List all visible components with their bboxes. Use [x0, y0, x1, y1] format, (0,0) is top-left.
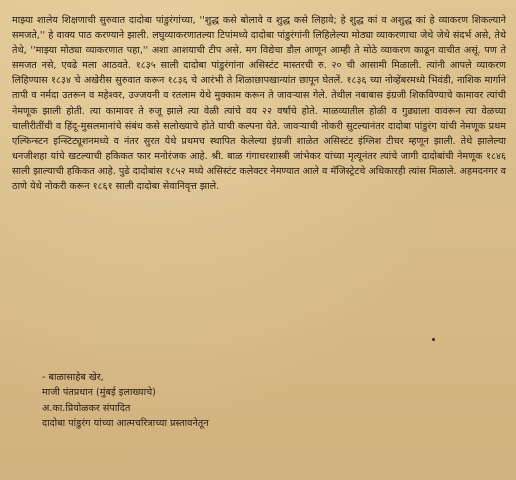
signature-editor: अ.का.प्रियोळकर संपादित — [42, 402, 131, 414]
signature-designation: माजी पंतप्रधान (मुंबई इलाख्याचे) — [42, 387, 156, 399]
signature-name: - बाळासाहेब खेर, — [42, 372, 104, 383]
passage-paragraph: माझ्या शालेय शिक्षणाची सुरुवात दादोबा पांडुरंगांच्या, ''शुद्ध कसे बोलावे व शुद्ध कसे लिहावे; हे शुद्ध कां व अशुद्ध कां हे व्याकरण शिकल्याने समजते,'' हे वाक्य पाठ करण्याने झाली. लघुव्याकरणातल्या टिपांमध्ये दादोबा पांडुरंगांनी लिहिलेल्या मोठ्या व्याकरणाचा जेथे जेथे संदर्भ असे, तेथे तेथे, ''माझ्या मोठ्या व्याकरणात पहा,'' अशा आशयाची टीप असे. मग विद्येचा डौल आणून आम्ही ते मोठे व्याकरण काढून वाचीत असूं. पण ते समजत नसे, एवढे मला आठवते. १८३५ साली दादोबा पांडुरंगांना असिस्टंट मास्तरची रु. २० ची आसामी मिळाली. त्यांनी आपले व्याकरण लिहिण्यास १८३४ चे अखेरीस सुरुवात करून १८३६ चे आरंभी ते शिळाछापखान्यांत छापून घेतलें. १८३६ च्या नोव्हेंबरमध्ये भिवंडी, नाशिक मार्गाने तापी व नर्मदा उतरून व महेश्वर, उज्जयनी व रतलाम येथे मुक्काम करून ते जावऱ्यास गेले. तेथील नबाबास इंग्रजी शिकविण्याचे कामावर त्यांची नेमणूक झाली होती. त्या कामावर ते रुजू झाले त्या वेळी त्यांचे वय २२ वर्षांचे होते. माळव्यातील होळी व गुढ्याला वावरून त्या वेळच्या चालीरीतींची व हिंदू-मुसलमानांचे संबंध कसे सलोख्याचे होते याची कल्पना येते. जावऱ्याची नोकरी सुटल्यानंतर दादोबा पांडुरंग यांची नेमणूक प्रथम एल्फिन्स्टन इन्स्टिट्यूशनमध्ये व नंतर सुरत येथे प्रथमच स्थापित केलेल्या इंग्रजी शाळेत असिस्टंट इंग्लिश टीचर म्हणून झाली. तेथे झालेल्या धनजीशहा यांचे खटल्याची हकिकत फार मनोरंजक आहे. श्री. बाळ गंगाधरशास्त्री जांभेकर यांच्या मृत्यूनंतर त्यांचे जागी दादोबांची नेमणूक १८४६ साली झाल्याची हकिकत आहे. पुढे दादोबांस १८५२ मध्ये असिस्टंट कलेक्टर नेमण्यात आले व मॅजिस्ट्रेटचे अधिकारही त्यांस मिळाले. अहमदनगर व ठाणे येथे नोकरी करून १८६१ साली दादोबा सेवानिवृत्त झाले. — [12, 15, 506, 193]
ink-dot — [432, 338, 435, 341]
signature-source: दादोबा पांडुरंग यांच्या आत्मचरित्राच्या प्रस्तावनेतून — [42, 417, 209, 429]
passage-text — [12, 13, 506, 194]
signature-block — [42, 370, 209, 431]
